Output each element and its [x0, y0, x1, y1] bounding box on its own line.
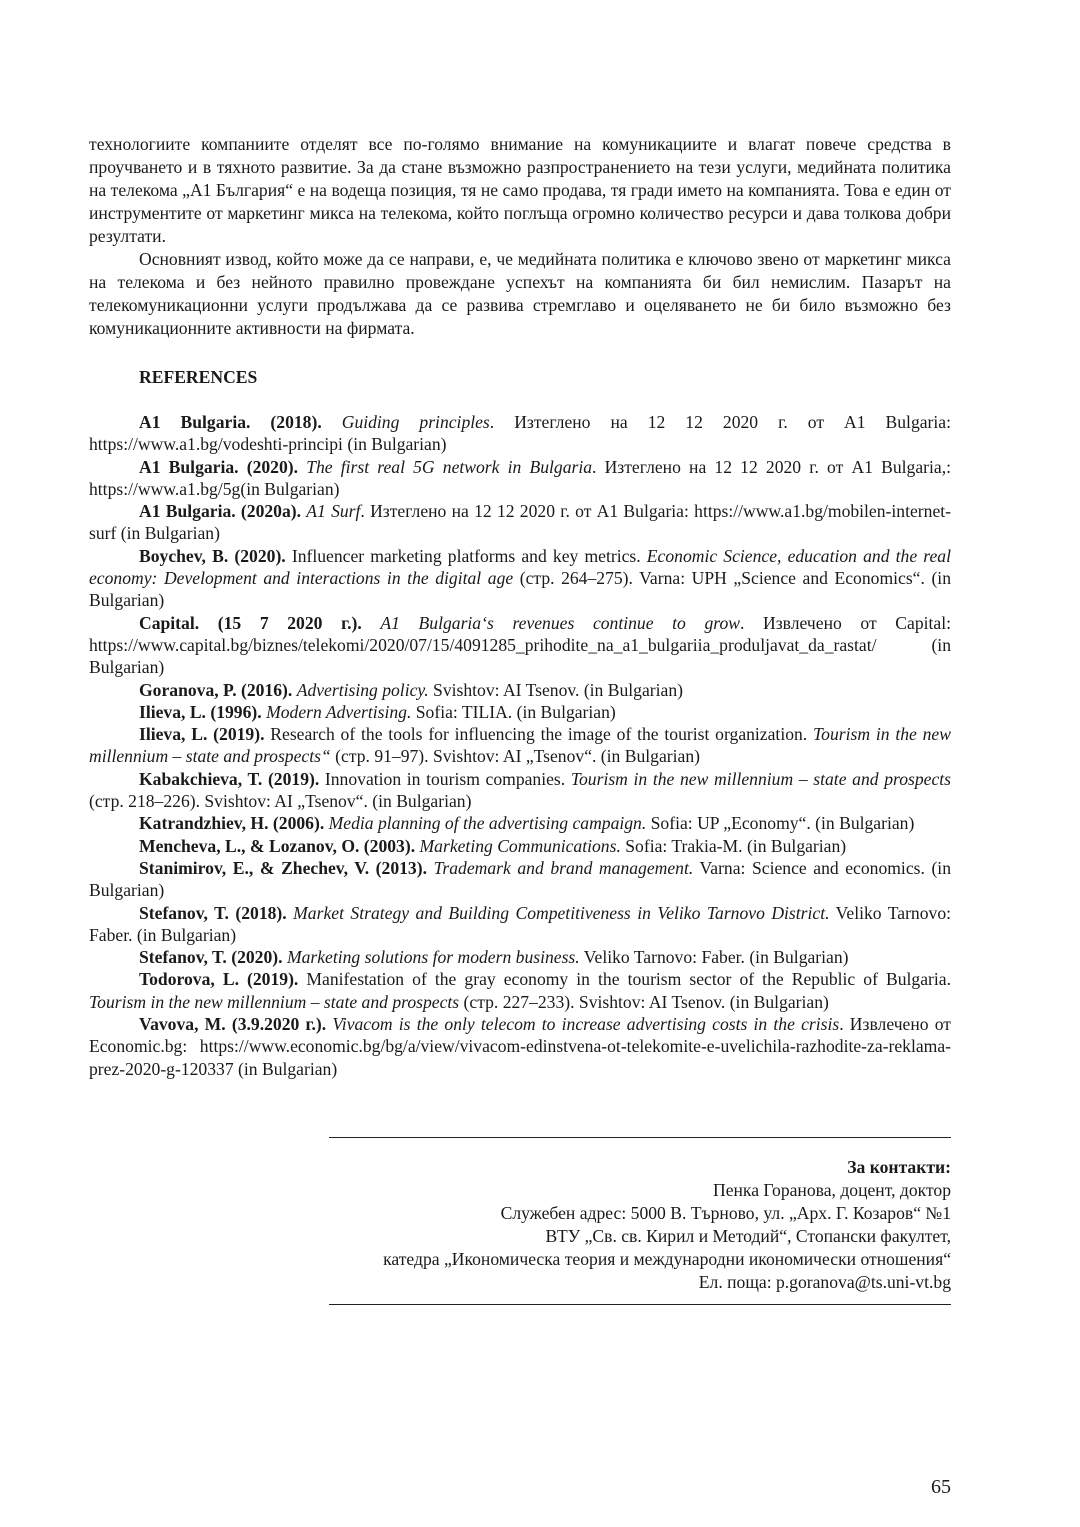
reference-entry: [89, 612, 951, 679]
contact-block: [329, 1137, 951, 1305]
reference-details: . Извлечено от Economic.bg: https://www.economic.bg/bg/a/view/vivacom-edinstvena-ot-telekomite-e-uvelichila-razhodite-za-reklama-prez-2020-g-120337 (in Bulgarian): [89, 1014, 952, 1079]
reference-author: A1 Bulgaria. (2018).: [139, 412, 322, 432]
page-content: [89, 133, 951, 1080]
contact-name: Пенка Горанова, доцент, доктор: [712, 1180, 951, 1200]
reference-title: Marketing Communications.: [419, 835, 621, 856]
reference-title: Vivacom is the only telecom to increase advertising costs in the crisis: [332, 1014, 840, 1035]
body-paragraph: Основният извод, който може да се направи, е, че медийната политика е ключово звено от маркетинг микса на телекома и без нейното правилно провеждане успехът на компанията би бил немислим. Пазарът на телекомуникационни услуги продължава да се развива стремглаво и оцеляването не би било възможно без комуникационните активности на фирмата.: [89, 249, 951, 338]
reference-title: A1 Surf: [306, 501, 361, 522]
reference-author: Vavova, M. (3.9.2020 г.).: [139, 1014, 327, 1035]
reference-details: Sofia: Trakia-M. (in Bulgarian): [620, 835, 847, 856]
reference-details: (стр. 227–233). Svishtov: AI Tsenov. (in Bulgarian): [459, 991, 829, 1012]
reference-entry: [89, 411, 951, 456]
reference-details: . Изтеглено на 12 12 2020 г. от A1 Bulgaria,: https://www.a1.bg/5g(in Bulgarian): [89, 456, 951, 499]
references-list: [89, 411, 951, 1080]
reference-author: A1 Bulgaria. (2020).: [139, 456, 299, 477]
reference-details: (стр. 91–97). Svishtov: AI „Tsenov“. (in Bulgarian): [330, 746, 700, 767]
reference-author: Stefanov, T. (2018).: [139, 902, 287, 923]
contact-department: катедра „Икономическа теория и международни икономически отношения“: [383, 1249, 951, 1269]
reference-entry: [89, 679, 951, 701]
reference-entry: [89, 456, 951, 501]
reference-title: Tourism in the new millennium – state and prospects: [89, 991, 460, 1012]
reference-author: Ilieva, L. (1996).: [139, 701, 262, 722]
reference-details: Veliko Tarnovo: Faber. (in Bulgarian): [579, 947, 849, 968]
reference-entry: [89, 835, 951, 857]
reference-entry: [89, 500, 951, 545]
reference-author: Stanimirov, E., & Zhechev, V. (2013).: [139, 857, 427, 878]
reference-title: Economic Science, education and the real economy: Development and interactions in the digital age: [89, 545, 951, 589]
reference-details: Veliko Tarnovo: Faber. (in Bulgarian): [89, 902, 951, 945]
reference-description: Influencer marketing platforms and key metrics.: [285, 545, 647, 566]
reference-title: Trademark and brand management.: [433, 857, 694, 878]
reference-title: Tourism in the new millennium – state and prospects: [570, 768, 951, 789]
reference-author: Ilieva, L. (2019).: [139, 724, 265, 745]
reference-title: Tourism in the new millennium – state and prospects“: [89, 724, 951, 767]
reference-author: Todorova, L. (2019).: [139, 969, 299, 990]
reference-details: (стр. 218–226). Svishtov: AI „Tsenov“. (in Bulgarian): [89, 791, 472, 812]
reference-details: Varna: Science and economics. (in Bulgarian): [89, 857, 951, 901]
reference-details: . Изтеглено на 12 12 2020 г. от A1 Bulgaria: https://www.a1.bg/vodeshti-principi (in Bulgarian): [89, 412, 951, 455]
reference-details: Svishtov: AI Tsenov. (in Bulgarian): [428, 679, 683, 700]
reference-details: . Извлечено от Capital: https://www.capital.bg/biznes/telekomi/2020/07/15/4091285_prihodite_na_a1_bulgariia_produljavat_da_rastat/ (in Bulgarian): [89, 612, 951, 678]
contact-address: Служебен адрес: 5000 В. Търново, ул. „Арх. Г. Козаров“ №1: [500, 1203, 951, 1223]
reference-author: Mencheva, L., & Lozanov, O. (2003).: [139, 835, 416, 856]
reference-description: Manifestation of the gray economy in the tourism sector of the Republic of Bulgaria.: [298, 969, 951, 990]
reference-entry: [89, 968, 951, 1013]
reference-details: (стр. 264–275). Varna: UPH „Science and Economics“. (in Bulgarian): [89, 568, 951, 611]
reference-entry: [89, 857, 951, 902]
reference-entry: [89, 545, 951, 612]
reference-author: Katrandzhiev, H. (2006).: [139, 813, 325, 834]
reference-author: Stefanov, T. (2020).: [139, 947, 283, 968]
references-heading: REFERENCES: [139, 367, 258, 387]
reference-title: A1 Bulgaria‘s revenues continue to grow: [380, 612, 740, 633]
reference-author: Capital. (15 7 2020 г.).: [139, 612, 362, 633]
reference-author: A1 Bulgaria. (2020a).: [139, 501, 302, 522]
contact-university: ВТУ „Св. св. Кирил и Методий“, Стопански факултет,: [545, 1226, 951, 1246]
reference-details: . Изтеглено на 12 12 2020 г. от A1 Bulgaria: https://www.a1.bg/mobilen-internet-surf (in Bulgarian): [89, 501, 951, 544]
reference-entry: [89, 946, 951, 968]
reference-title: Media planning of the advertising campaign.: [328, 813, 647, 834]
contact-heading: За контакти:: [847, 1157, 951, 1177]
page-number: 65: [931, 1476, 951, 1498]
reference-title: Marketing solutions for modern business.: [286, 947, 580, 968]
reference-author: Boychev, B. (2020).: [139, 545, 286, 566]
reference-entry: [89, 902, 951, 947]
reference-title: Modern Advertising.: [266, 701, 412, 722]
reference-entry: [89, 723, 951, 768]
reference-description: Research of the tools for influencing the image of the tourist organization.: [264, 724, 813, 745]
reference-title: Guiding principles: [341, 412, 490, 432]
reference-author: Kabakchieva, T. (2019).: [139, 768, 320, 789]
contact-email: Ел. поща: p.goranova@ts.uni-vt.bg: [698, 1272, 951, 1292]
reference-title: Advertising policy.: [296, 679, 429, 700]
reference-entry: [89, 768, 951, 813]
body-paragraph: технологиите компаниите отделят все по-голямо внимание на комуникациите и влагат повече средства в проучването и в тяхното развитие. За да стане възможно разпространението на тези услуги, медийната политика на телекома „А1 България“ е на водеща позиция, тя не само продава, тя гради името на компанията. Това е един от инструментите от маркетинг микса на телекома, който поглъща огромно количество ресурси и дава толкова добри резултати.: [89, 134, 951, 246]
reference-title: Market Strategy and Building Competitiveness in Veliko Tarnovo District.: [293, 902, 830, 923]
reference-entry: [89, 701, 951, 723]
reference-description: Innovation in tourism companies.: [319, 768, 571, 789]
reference-title: The first real 5G network in Bulgaria: [306, 456, 593, 477]
reference-details: Sofia: UP „Economy“. (in Bulgarian): [646, 813, 915, 834]
reference-author: Goranova, P. (2016).: [139, 679, 293, 700]
reference-entry: [89, 812, 951, 834]
reference-details: Sofia: TILIA. (in Bulgarian): [411, 701, 616, 722]
reference-entry: [89, 1013, 951, 1080]
